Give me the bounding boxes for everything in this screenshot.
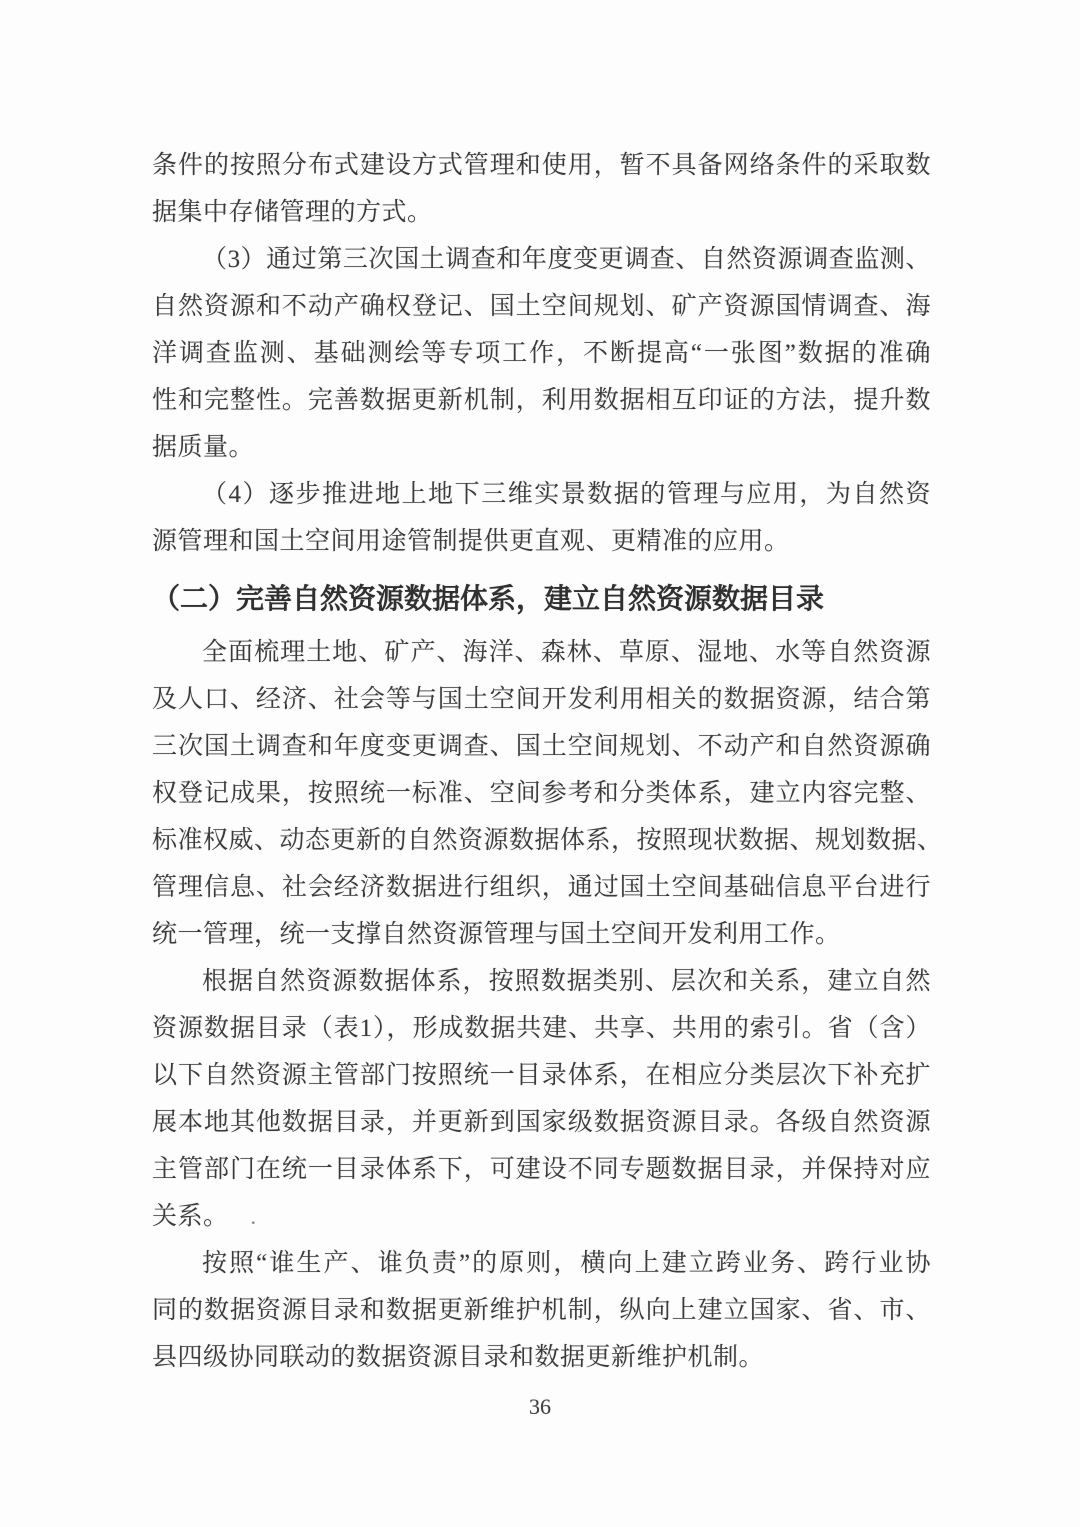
text-line: 以下自然资源主管部门按照统一目录体系，在相应分类层次下补充扩	[152, 1062, 931, 1089]
text-line: 条件的按照分布式建设方式管理和使用，暂不具备网络条件的采取数	[152, 152, 931, 179]
page-number: 36	[529, 1394, 551, 1419]
text-line: 统一管理，统一支撑自然资源管理与国土空间开发利用工作。	[152, 921, 841, 948]
text-line: 资源数据目录（表1），形成数据共建、共享、共用的索引。省（含）	[152, 1015, 931, 1042]
section-heading: （二）完善自然资源数据体系，建立自然资源数据目录	[152, 583, 825, 614]
text-line-fragment: 关系。	[152, 1203, 229, 1230]
text-line-item-3: （3）通过第三次国土调查和年度变更调查、自然资源调查监测、	[202, 246, 931, 273]
text-line: 及人口、经济、社会等与国土空间开发利用相关的数据资源，结合第	[152, 686, 931, 713]
text-line: 主管部门在统一目录体系下，可建设不同专题数据目录，并保持对应	[152, 1156, 931, 1183]
text-line: 性和完整性。完善数据更新机制，利用数据相互印证的方法，提升数	[152, 387, 931, 414]
text-line: 按照“谁生产、谁负责”的原则，横向上建立跨业务、跨行业协	[202, 1250, 931, 1277]
text-line-item-4: （4）逐步推进地上地下三维实景数据的管理与应用，为自然资	[202, 481, 931, 508]
text-line: 管理信息、社会经济数据进行组织，通过国土空间基础信息平台进行	[152, 874, 931, 901]
text-line: 三次国土调查和年度变更调查、国土空间规划、不动产和自然资源确	[152, 733, 931, 760]
text-line: 同的数据资源目录和数据更新维护机制，纵向上建立国家、省、市、	[152, 1297, 931, 1324]
text-line: 权登记成果，按照统一标准、空间参考和分类体系，建立内容完整、	[152, 780, 931, 807]
text-line: 洋调查监测、基础测绘等专项工作，不断提高“一张图”数据的准确	[152, 340, 931, 367]
text-line: 据质量。	[152, 434, 255, 461]
text-block	[152, 142, 943, 1381]
text-line: 源管理和国土空间用途管制提供更直观、更精准的应用。	[152, 528, 790, 555]
text-line: 自然资源和不动产确权登记、国土空间规划、矿产资源国情调查、海	[152, 293, 931, 320]
text-line: 据集中存储管理的方式。	[152, 199, 433, 226]
text-line: 展本地其他数据目录，并更新到国家级数据资源目录。各级自然资源	[152, 1109, 931, 1136]
text-line: 全面梳理土地、矿产、海洋、森林、草原、湿地、水等自然资源	[202, 639, 931, 666]
text-line: 标准权威、动态更新的自然资源数据体系，按照现状数据、规划数据、	[152, 827, 943, 854]
text-line: 根据自然资源数据体系，按照数据类别、层次和关系，建立自然	[202, 968, 931, 995]
text-line: 县四级协同联动的数据资源目录和数据更新维护机制。	[152, 1344, 765, 1371]
scan-artifact-dot: .	[250, 1204, 257, 1229]
text-line	[152, 1193, 931, 1240]
